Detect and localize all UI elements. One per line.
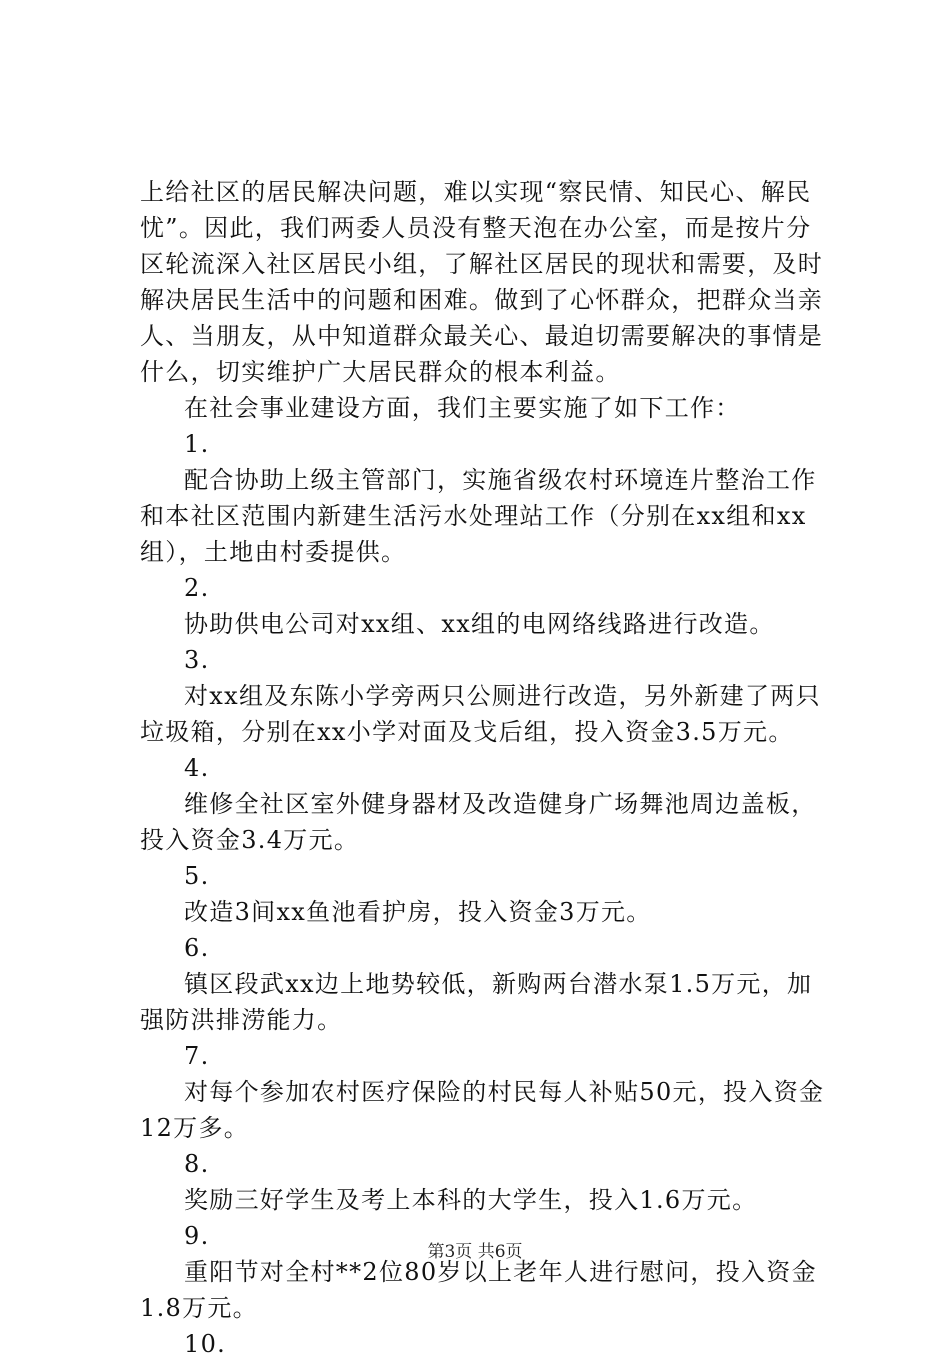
page-footer: 第3页 共6页 <box>427 1242 523 1262</box>
text-line: 改造3间xx鱼池看护房，投入资金3万元。 <box>184 898 652 926</box>
text-line: 对xx组及东陈小学旁两只公厕进行改造，另外新建了两只 <box>184 682 821 710</box>
text-line: 1. <box>184 430 210 458</box>
text-line: 投入资金3.4万元。 <box>140 826 360 854</box>
text-line: 奖励三好学生及考上本科的大学生，投入1.6万元。 <box>184 1186 758 1214</box>
text-line: 镇区段武xx边上地势较低，新购两台潜水泵1.5万元，加 <box>184 970 813 998</box>
text-line: 4. <box>184 754 210 782</box>
text-line: 8. <box>184 1150 210 1178</box>
text-line: 5. <box>184 862 210 890</box>
text-line: 忧”。因此，我们两委人员没有整天泡在办公室，而是按片分 <box>140 214 812 242</box>
text-line: 区轮流深入社区居民小组，了解社区居民的现状和需要，及时 <box>140 250 824 278</box>
text-line: 解决居民生活中的问题和困难。做到了心怀群众，把群众当亲 <box>140 286 824 314</box>
text-line: 10. <box>184 1330 227 1358</box>
text-line: 协助供电公司对xx组、xx组的电网络线路进行改造。 <box>184 610 775 638</box>
text-line: 和本社区范围内新建生活污水处理站工作（分别在xx组和xx <box>140 502 807 530</box>
text-line: 12万多。 <box>140 1114 250 1142</box>
text-line: 6. <box>184 934 210 962</box>
document-body <box>140 174 840 1362</box>
text-line: 组），土地由村委提供。 <box>140 538 407 566</box>
text-line: 垃圾箱，分别在xx小学对面及戈后组，投入资金3.5万元。 <box>140 718 794 746</box>
text-line: 维修全社区室外健身器材及改造健身广场舞池周边盖板， <box>184 790 817 818</box>
text-line: 在社会事业建设方面，我们主要实施了如下工作： <box>184 394 741 422</box>
text-line: 上给社区的居民解决问题，难以实现“察民情、知民心、解民 <box>140 178 812 206</box>
text-line: 配合协助上级主管部门，实施省级农村环境连片整治工作 <box>184 466 817 494</box>
text-line: 1.8万元。 <box>140 1294 258 1322</box>
text-line: 2. <box>184 574 210 602</box>
text-line: 9. <box>184 1222 210 1250</box>
text-line: 7. <box>184 1042 210 1070</box>
text-line: 什么，切实维护广大居民群众的根本利益。 <box>140 358 621 386</box>
text-line: 重阳节对全村**2位80岁以上老年人进行慰问，投入资金 <box>184 1258 817 1286</box>
text-line: 人、当朋友，从中知道群众最关心、最迫切需要解决的事情是 <box>140 322 824 350</box>
text-line: 3. <box>184 646 210 674</box>
text-line: 对每个参加农村医疗保险的村民每人补贴50元，投入资金 <box>184 1078 825 1106</box>
text-line: 强防洪排涝能力。 <box>140 1006 343 1034</box>
